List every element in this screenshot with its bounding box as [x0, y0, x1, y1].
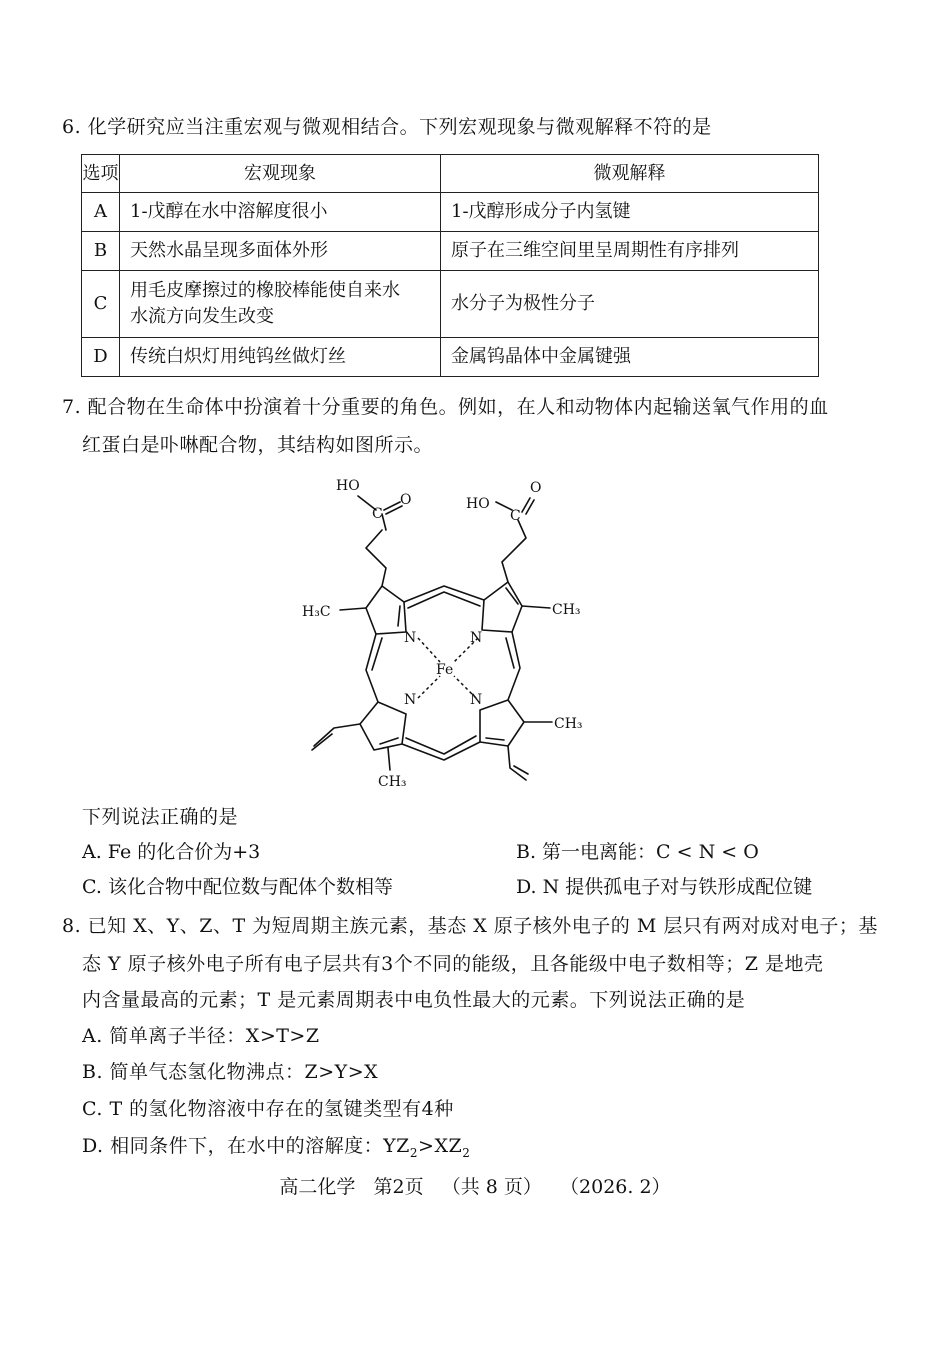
q7-option-a: A. Fe 的化合价为+3 — [82, 841, 261, 863]
q8-stem-line3: 内含量最高的元素；T 是元素周期表中电负性最大的元素。下列说法正确的是 — [82, 989, 746, 1011]
label-ch3-right-bottom: CH₃ — [554, 716, 583, 732]
label-n-bottom-left: N — [404, 692, 417, 708]
table-row — [82, 232, 819, 271]
q8-option-a: A. 简单离子半径：X>T>Z — [82, 1025, 320, 1047]
label-fe: Fe — [436, 662, 454, 678]
label-o-left: O — [400, 492, 412, 508]
q7-prompt: 下列说法正确的是 — [82, 806, 239, 828]
q8-stem-line2: 态 Y 原子核外电子所有电子层共有3个不同的能级，且各能级中电子数相等；Z 是地壳 — [82, 953, 824, 975]
label-n-bottom-right: N — [470, 692, 483, 708]
q8-option-c: C. T 的氢化物溶液中存在的氢键类型有4种 — [82, 1098, 454, 1120]
structure-anchor — [290, 470, 291, 471]
q7-stem-line1: 7. 配合物在生命体中扮演着十分重要的角色。例如，在人和动物体内起输送氧气作用的血 — [62, 396, 829, 418]
q8-option-d — [82, 1133, 470, 1166]
q8-option-d-sub2: 2 — [462, 1145, 471, 1160]
q8-option-d-mid: >XZ — [418, 1135, 463, 1157]
label-ho-right: HO — [466, 496, 490, 512]
page-footer: 高二化学 第2页 （共 8 页） （2026. 2） — [279, 1176, 671, 1198]
row-option: B — [82, 232, 120, 271]
row-option: D — [82, 338, 120, 377]
row-option: A — [82, 193, 120, 232]
label-ch3-right-top: CH₃ — [552, 602, 581, 618]
row-macro: 1-戊醇在水中溶解度很小 — [120, 193, 441, 232]
row-macro: 天然水晶呈现多面体外形 — [120, 232, 441, 271]
row-option: C — [82, 271, 120, 338]
table-row — [82, 338, 819, 377]
porphyrin-structure — [290, 470, 610, 800]
row-micro: 金属钨晶体中金属键强 — [441, 338, 819, 377]
row-macro: 传统白炽灯用纯钨丝做灯丝 — [120, 338, 441, 377]
label-n-top-right: N — [470, 630, 483, 646]
label-n-top-left: N — [404, 630, 417, 646]
row-micro: 1-戊醇形成分子内氢键 — [441, 193, 819, 232]
q6-stem: 6. 化学研究应当注重宏观与微观相结合。下列宏观现象与微观解释不符的是 — [62, 116, 712, 138]
q8-stem-line1: 8. 已知 X、Y、Z、T 为短周期主族元素，基态 X 原子核外电子的 M 层只有两对成对电子；基 — [62, 915, 878, 937]
header-micro: 微观解释 — [441, 155, 819, 193]
q6-table — [81, 154, 819, 377]
row-micro: 水分子为极性分子 — [441, 271, 819, 338]
label-h3c: H₃C — [302, 604, 331, 620]
q7-stem-line2: 红蛋白是卟啉配合物，其结构如图所示。 — [82, 434, 434, 456]
q7-option-d: D. N 提供孤电子对与铁形成配位键 — [516, 876, 813, 898]
table-row — [82, 271, 819, 338]
row-macro-line1: 用毛皮摩擦过的橡胶棒能使自来水 — [130, 280, 400, 301]
header-option: 选项 — [82, 155, 120, 193]
q7-option-c: C. 该化合物中配位数与配体个数相等 — [82, 876, 393, 898]
label-c-right: C — [510, 508, 521, 524]
q7-option-b: B. 第一电离能：C < N < O — [516, 841, 759, 863]
row-micro: 原子在三维空间里呈周期性有序排列 — [441, 232, 819, 271]
header-macro: 宏观现象 — [120, 155, 441, 193]
table-row — [82, 193, 819, 232]
label-ch3-bottom: CH₃ — [378, 774, 407, 790]
row-macro — [120, 271, 441, 338]
row-macro-line2: 水流方向发生改变 — [130, 306, 274, 327]
label-c-left: C — [372, 506, 383, 522]
label-o-right: O — [530, 480, 542, 496]
label-ho-left: HO — [336, 478, 360, 494]
q8-option-d-prefix: D. 相同条件下，在水中的溶解度：YZ — [82, 1135, 410, 1157]
q8-option-b: B. 简单气态氢化物沸点：Z>Y>X — [82, 1061, 379, 1083]
q8-option-d-sub1: 2 — [409, 1145, 419, 1160]
table-header-row — [82, 155, 819, 193]
